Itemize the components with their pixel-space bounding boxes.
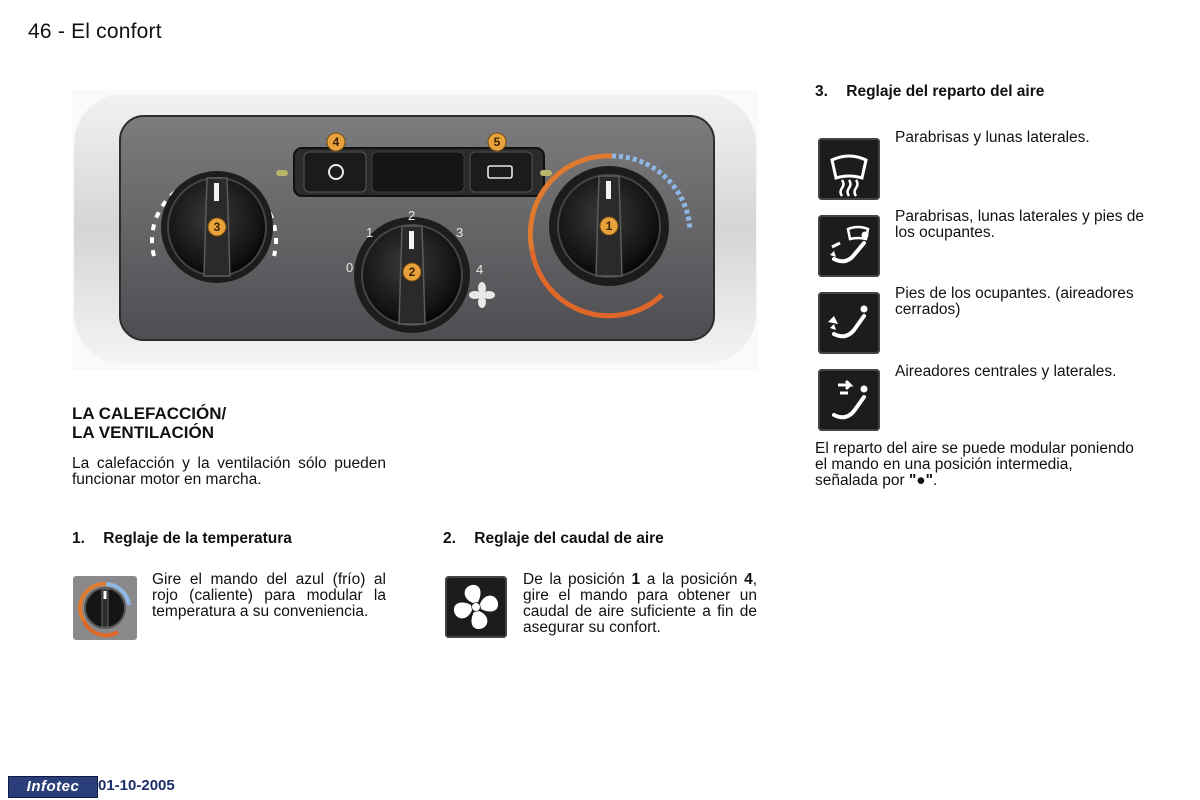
distribution-item-4-text: Aireadores centrales y laterales. [895, 363, 1117, 380]
speed-mark-3: 3 [456, 225, 464, 240]
intro-text: La calefacción y la ventilación sólo pueden funcionar motor en marcha. [72, 455, 386, 488]
heating-control-panel-photo [72, 90, 758, 370]
header-separator: - [57, 20, 66, 43]
section1-title: Reglaje de la temperatura [103, 530, 292, 547]
speed-mark-2: 2 [408, 208, 416, 223]
section2-text-part2: a la posición [640, 571, 745, 588]
section2-title: Reglaje del caudal de aire [474, 530, 664, 547]
page-header [28, 20, 162, 44]
speed-mark-4: 4 [476, 262, 484, 277]
intermediate-position-symbol: "●" [908, 472, 933, 489]
section2-text-part1: De la posición [523, 571, 632, 588]
section2-text [523, 572, 757, 636]
windscreen-feet-icon [818, 215, 880, 277]
infotec-logo-text: Infotec [26, 778, 80, 795]
main-title [72, 404, 392, 442]
badge-2: 2 [408, 265, 416, 279]
main-title-line2: LA VENTILACIÓN [72, 423, 214, 442]
infotec-logo [8, 776, 98, 798]
chapter-title: El confort [71, 20, 162, 43]
distribution-note-text: El reparto del aire se puede modular poniendo el mando en una posición intermedia, señalada por [815, 440, 1134, 489]
section3-title: Reglaje del reparto del aire [846, 83, 1045, 100]
section2-bold-1: 1 [631, 571, 641, 588]
distribution-item-2-text: Parabrisas, lunas laterales y pies de los ocupantes. [895, 208, 1144, 241]
section2-heading [443, 530, 664, 548]
badge-1: 1 [605, 219, 613, 233]
temperature-knob-icon [72, 575, 138, 641]
speed-mark-0: 0 [346, 260, 354, 275]
section2-text-part3: , gire el mando para obtener un caudal de aire suficiente a fin de asegurar su confort. [523, 571, 758, 636]
speed-mark-1: 1 [366, 225, 374, 240]
section2-bold-4: 4 [744, 571, 753, 588]
badge-4: 4 [332, 135, 340, 149]
badge-5: 5 [493, 135, 501, 149]
windscreen-defrost-icon [818, 138, 880, 200]
feet-icon [818, 292, 880, 354]
distribution-note-end: . [933, 472, 938, 489]
distribution-note [815, 441, 1135, 489]
section3-number: 3. [815, 83, 828, 100]
fan-icon [445, 576, 507, 638]
section1-heading [72, 530, 292, 548]
page-number: 46 [28, 20, 52, 43]
section2-number: 2. [443, 530, 456, 547]
distribution-item-1-text: Parabrisas y lunas laterales. [895, 129, 1090, 146]
face-vents-icon [818, 369, 880, 431]
footer-date: 01-10-2005 [98, 777, 175, 794]
distribution-item-3-text: Pies de los ocupantes. (aireadores cerrados) [895, 285, 1134, 318]
main-title-line1: LA CALEFACCIÓN/ [72, 404, 227, 423]
section1-text: Gire el mando del azul (frío) al rojo (caliente) para modular la temperatura a su conveniencia. [152, 571, 386, 620]
badge-3: 3 [213, 220, 221, 234]
section3-heading [815, 83, 1044, 101]
section1-number: 1. [72, 530, 85, 547]
